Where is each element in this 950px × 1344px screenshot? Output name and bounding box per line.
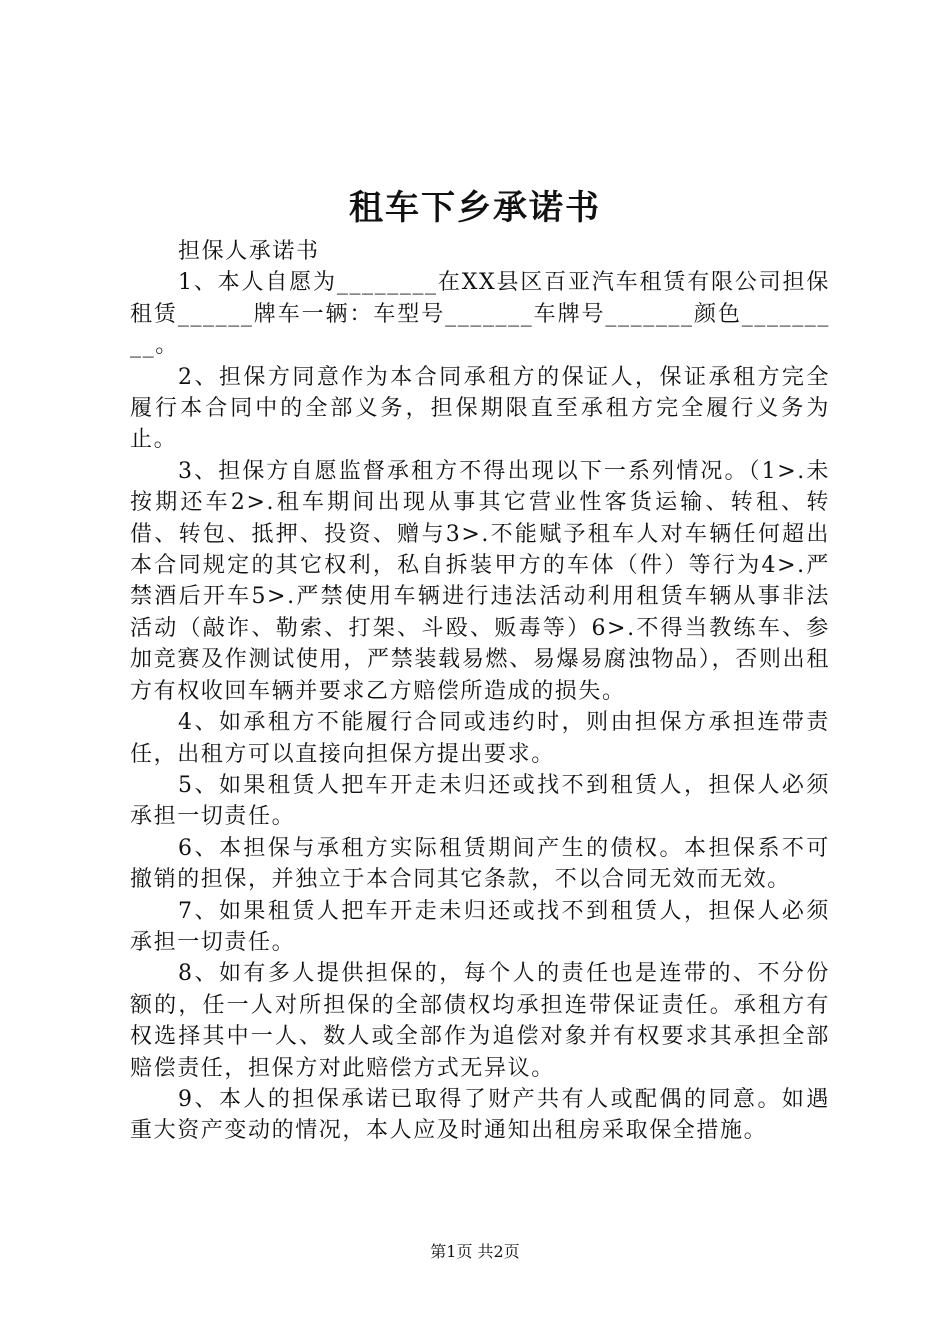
paragraph-clause-9: 9、本人的担保承诺已取得了财产共有人或配偶的同意。如遇重大资产变动的情况，本人应及时通知出租房采取保全措施。: [130, 1086, 830, 1144]
paragraph-clause-1: 1、本人自愿为________在XX县区百亚汽车租赁有限公司担保租赁______牌车一辆：车型号_______车牌号_______颜色_________。: [130, 270, 830, 359]
paragraph-clause-6: 6、本担保与承租方实际租赁期间产生的债权。本担保系不可撤销的担保，并独立于本合同其它条款，不以合同无效而无效。: [130, 835, 830, 893]
paragraph-clause-3: 3、担保方自愿监督承租方不得出现以下一系列情况。（1>.未按期还车2>.租车期间出现从事其它营业性客货运输、转租、转借、转包、抵押、投资、赠与3>.不能赋予租车人对车辆任何超出本合同规定的其它权利，私自拆装甲方的车体（件）等行为4>.严禁酒后开车5>.严禁使用车辆进行违法活动利用租赁车辆从事非法活动（敲诈、勒索、打架、斗殴、贩毒等）6>.不得当教练车、参加竞赛及作测试使用，严禁装载易燃、易爆易腐浊物品），否则出租方有权收回车辆并要求乙方赔偿所造成的损失。: [130, 458, 830, 704]
paragraph-clause-2: 2、担保方同意作为本合同承租方的保证人，保证承租方完全履行本合同中的全部义务，担保期限直至承租方完全履行义务为止。: [130, 364, 830, 453]
paragraph-clause-8: 8、如有多人提供担保的，每个人的责任也是连带的、不分份额的，任一人对所担保的全部债权均承担连带保证责任。承租方有权选择其中一人、数人或全部作为追偿对象并有权要求其承担全部赔偿责任，担保方对此赔偿方式无异议。: [130, 961, 830, 1081]
paragraph-clause-4: 4、如承租方不能履行合同或违约时，则由担保方承担连带责任，出租方可以直接向担保方提出要求。: [130, 710, 830, 767]
document-body: [130, 236, 830, 1147]
paragraph-clause-7: 7、如果租赁人把车开走未归还或找不到租赁人，担保人必须承担一切责任。: [130, 898, 830, 955]
document-title: 租车下乡承诺书: [349, 188, 601, 228]
page-footer: 第1页 共2页: [430, 1242, 520, 1261]
paragraph-heading: 担保人承诺书: [178, 239, 320, 264]
paragraph-clause-5: 5、如果租赁人把车开走未归还或找不到租赁人，担保人必须承担一切责任。: [130, 772, 830, 830]
